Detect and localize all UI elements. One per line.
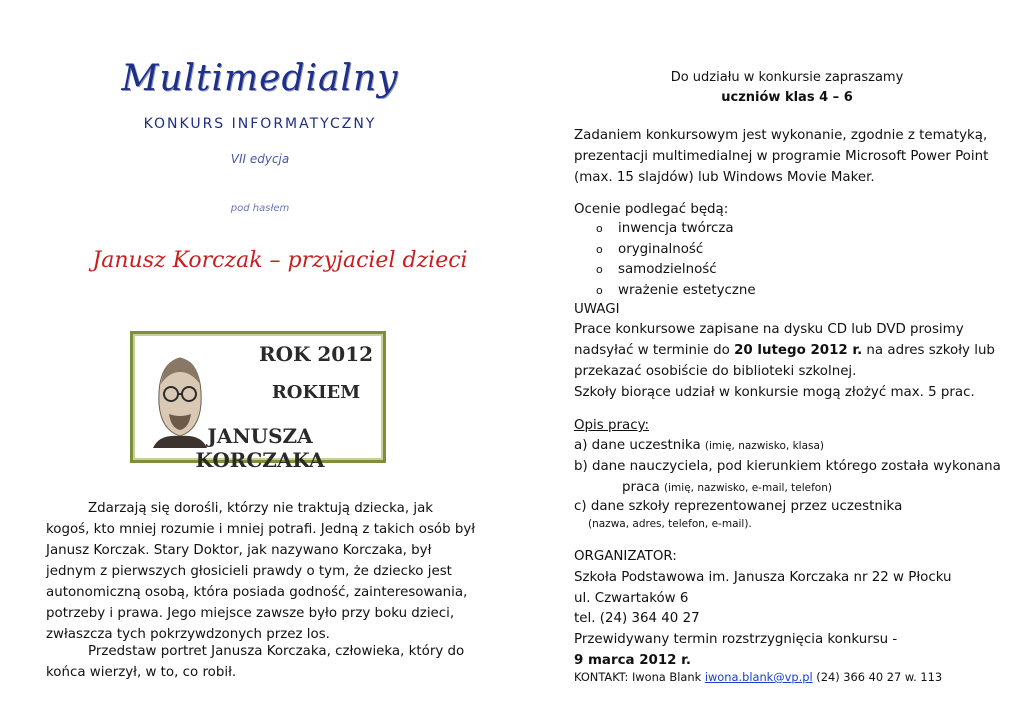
edition-label: VII edycja: [230, 152, 290, 166]
list-item: o wrażenie estetyczne: [596, 281, 756, 302]
task-description: Zadaniem konkursowym jest wykonanie, zgodnie z tematyką, prezentacji multimedialnej w programie Microsoft Power Point (max. 15 slajdów) lub Windows Movie Maker.: [574, 128, 989, 185]
work-description-c-note: (nazwa, adres, telefon, e-mail).: [588, 518, 752, 530]
criteria-list: [596, 219, 756, 301]
notes-text: Prace konkursowe zapisane na dysku CD lub DVD prosimy nadsyłać w terminie do 20 lutego 2012 r. na adres szkoły lub przekazać osobiście do biblioteki szkolnej. Szkoły biorące udział w konkursie mogą złożyć max. 5 prac.: [574, 322, 995, 400]
banner-line-1: ROK 2012: [258, 342, 374, 366]
banner-line-3: JANUSZA KORCZAKA: [195, 424, 325, 472]
deadline-date: 20 lutego 2012 r.: [734, 343, 863, 358]
result-label: Przewidywany termin rozstrzygnięcia konkursu -: [574, 632, 898, 647]
bullet-icon: o: [596, 222, 603, 235]
intro-paragraph: Zdarzają się dorośli, którzy nie traktują dziecka, jak kogoś, kto mniej rozumie i mniej potrafi. Jedną z takich osób był Janusz Korczak. Stary Doktor, jak nazywano Korczaka, był jednym z pierwszych głosicieli prawdy o tym, że dziecko jest autonomiczną osobą, która posiada godność, zainteresowania, potrzeby i prawa. Jego miejsce zawsze było przy boku dzieci, zwłaszcza tych pokrzywdzonych przez los.: [46, 501, 476, 642]
contact-line: KONTAKT: Iwona Blank iwona.blank@vp.pl (24) 366 40 27 w. 113: [574, 670, 943, 684]
contest-title: Multimedialny: [121, 58, 399, 99]
contest-subtitle: KONKURS INFORMATYCZNY: [143, 116, 377, 132]
organizer-heading: ORGANIZATOR:: [574, 549, 677, 564]
banner-line-2: ROKIEM: [271, 382, 361, 403]
list-item: o samodzielność: [596, 260, 756, 281]
work-description-heading: Opis pracy:: [574, 418, 650, 433]
target-classes: uczniów klas 4 – 6: [721, 90, 853, 105]
bullet-icon: o: [596, 263, 603, 276]
organizer-name: Szkoła Podstawowa im. Janusza Korczaka nr 22 w Płocku: [574, 570, 952, 585]
work-description-c: c) dane szkoły reprezentowanej przez uczestnika: [574, 499, 903, 514]
contact-email-link[interactable]: iwona.blank@vp.pl: [704, 670, 813, 684]
motto-intro: pod hasłem: [230, 203, 290, 214]
work-description-a: a) dane uczestnika (imię, nazwisko, klasa): [574, 438, 825, 453]
bullet-icon: o: [596, 283, 603, 297]
organizer-street: ul. Czwartaków 6: [574, 591, 689, 606]
list-item: o inwencja twórcza: [596, 219, 756, 240]
notes-heading: UWAGI: [574, 302, 620, 317]
contest-motto: Janusz Korczak – przyjaciel dzieci: [92, 248, 468, 273]
korczak-year-banner: [130, 331, 386, 472]
result-date: 9 marca 2012 r.: [574, 653, 691, 668]
submission-limit: Szkoły biorące udział w konkursie mogą złożyć max. 5 prac.: [574, 385, 975, 400]
organizer-phone: tel. (24) 364 40 27: [574, 611, 700, 626]
bullet-icon: o: [596, 242, 603, 256]
work-description-b-cont: praca (imię, nazwisko, e-mail, telefon): [622, 480, 832, 495]
work-description-b: b) dane nauczyciela, pod kierunkiem którego została wykonana: [574, 459, 1001, 474]
invitation-line: Do udziału w konkursie zapraszamy: [670, 70, 904, 85]
list-item: o oryginalność: [596, 240, 756, 261]
task-paragraph: Przedstaw portret Janusza Korczaka, człowieka, który do końca wierzył, w to, co robił.: [46, 644, 465, 680]
criteria-heading: Ocenie podlegać będą:: [574, 202, 729, 217]
